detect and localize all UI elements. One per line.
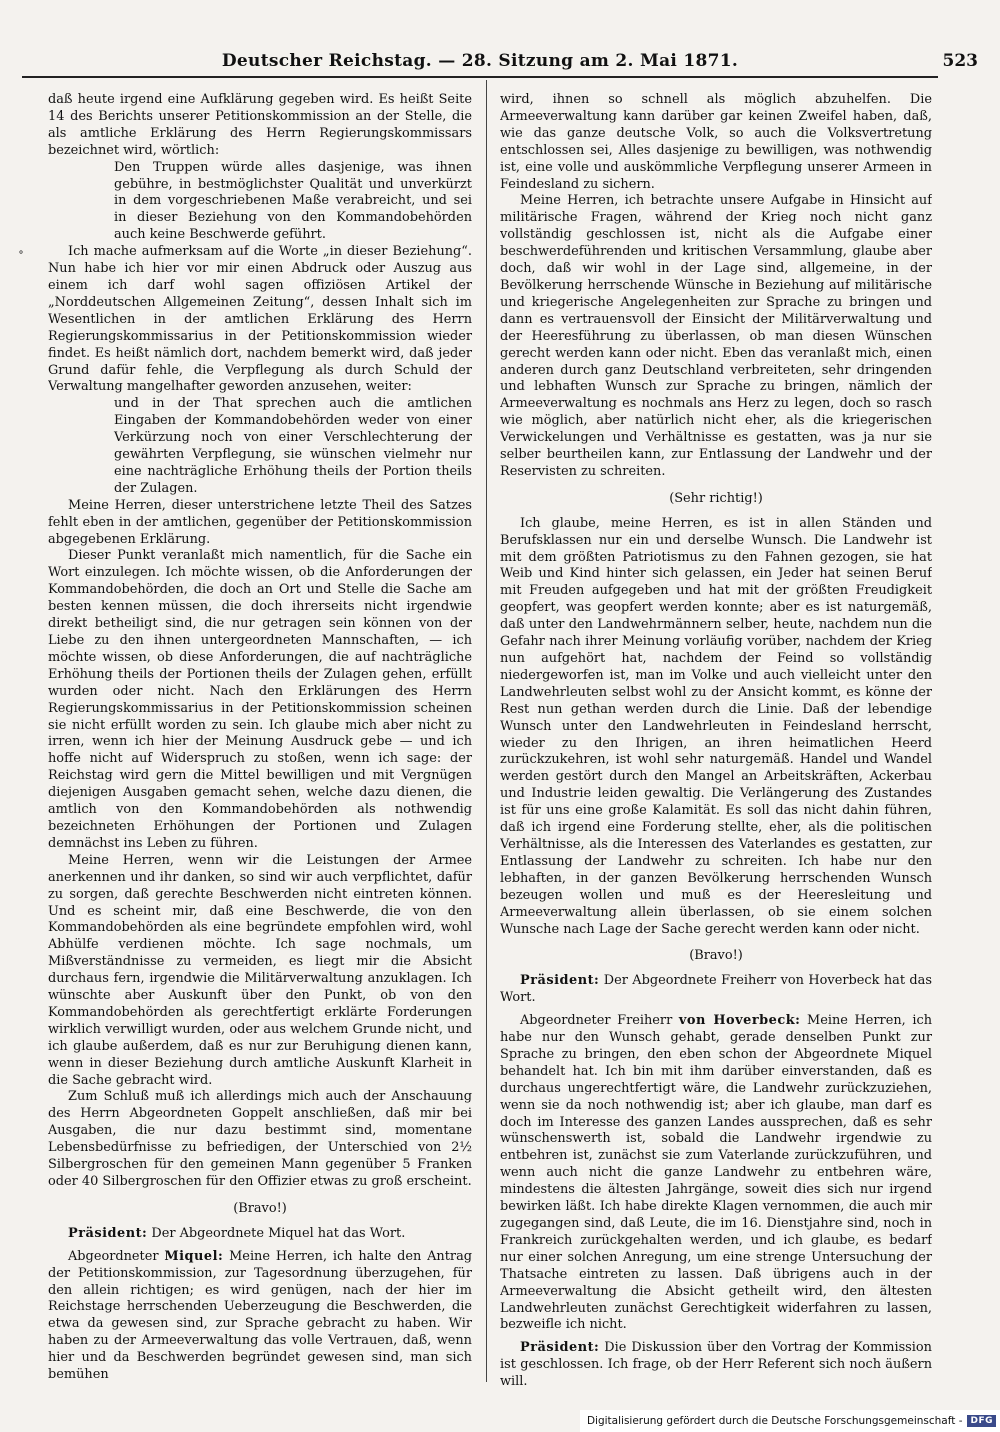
page-header bbox=[22, 50, 978, 78]
running-title: Deutscher Reichstag. — 28. Sitzung am 2. Mai 1871. bbox=[221, 51, 739, 71]
speaker-name: Präsident: bbox=[520, 973, 600, 989]
quoted-passage: Den Truppen würde alles dasjenige, was ihnen gebühre, in bestmöglichster Qualität und unverkürzt in dem vorgeschriebenen Maße verabreicht, und sei in dieser Beziehung von den Kommandobehörden auch keine Beschwerde geführt. bbox=[114, 159, 472, 243]
speech-text: Meine Herren, ich halte den Antrag der Petitionskommission, zur Tagesordnung überzugehen, für den allein richtigen; es wird genügen, nach der hier im Reichstage herrschenden Ueberzeugung die Beschwerden, die etwa da gewesen sind, zur Sprache gebracht zu haben. Wir haben zu der Armeeverwaltung das volle Vertrauen, daß, wenn hier und da Beschwerden begründet gewesen sind, man sich bemühen bbox=[48, 1248, 472, 1383]
speaker-title: Abgeordneter Freiherr bbox=[520, 1013, 679, 1029]
dfg-logo: DFG bbox=[967, 1415, 996, 1427]
page-number: 523 bbox=[942, 51, 978, 71]
speech-text: Die Diskussion über den Vortrag der Kommission ist geschlossen. Ich frage, ob der Herr Referent sich noch äußern will. bbox=[500, 1340, 932, 1390]
speech-paragraph bbox=[500, 973, 932, 1007]
paragraph: Ich mache aufmerksam auf die Worte „in dieser Beziehung“. Nun habe ich hier vor mir einen Abdruck oder Auszug aus einem ich darf wohl sagen offiziösen Artikel der „Norddeutschen Allgemeinen Zeitung“, dessen Inhalt sich im Wesentlichen in der amtlichen Erklärung des Herrn Regierungskommissarius in der Petitionskommission wieder findet. Es heißt nämlich dort, nachdem bemerkt wird, daß jeder Grund dafür fehle, die Verpflegung als durch Schuld der Verwaltung mangelhafter geworden anzusehen, weiter: bbox=[48, 244, 472, 395]
paragraph: Meine Herren, dieser unterstrichene letzte Theil des Satzes fehlt eben in der amtlichen, gegenüber der Petitionskommission abgegebenen Erklärung. bbox=[48, 497, 472, 547]
left-column bbox=[48, 92, 472, 1392]
speech-paragraph bbox=[48, 1226, 472, 1243]
speech-text: Meine Herren, ich habe nur den Wunsch gehabt, gerade denselben Punkt zur Sprache zu bringen, den eben schon der Abgeordnete Miquel behandelt hat. Ich bin mit ihm darüber einverstanden, daß es durchaus ungerechtfertigt wäre, die Landwehr zurückzuziehen, wenn sie da noch nothwendig ist; aber ich glaube, man darf es doch im Interesse des ganzen Landes aussprechen, daß es sehr wünschenswerth ist, sobald die Landwehr irgendwie zu entbehren ist, zunächst sie zum Vaterlande zurückzuführen, und wenn auch nicht die ganze Landwehr zu entbehren wäre, mindestens die ältesten Jahrgänge, soweit dies sich nur irgend bewirken läßt. Ich habe direkte Klagen vernommen, die auch mir zugegangen sind, daß Leute, die im 16. Dienstjahre sind, noch in Frankreich zurückgehalten werden, und ich glaube, es bedarf nur einer solchen Anregung, um eine strenge Untersuchung der Thatsache eintreten zu lassen. Daß übrigens auch in der Armeeverwaltung die Absicht getheilt wird, den ältesten Landwehrleuten zunächst Gerechtigkeit widerfahren zu lassen, bezweifle ich nicht. bbox=[500, 1013, 932, 1333]
paragraph: Meine Herren, wenn wir die Leistungen der Armee anerkennen und ihr danken, so sind wir auch verpflichtet, dafür zu sorgen, daß gerechte Beschwerden nicht eintreten können. Und es scheint mir, daß eine Beschwerde, die von den Kommandobehörden als eine begründete empfohlen wird, wohl Abhülfe verdienen möchte. Ich sage nochmals, um Mißverständnisse zu vermeiden, es liegt mir die Absicht durchaus fern, irgendwie die Militärverwaltung anzuklagen. Ich wünschte aber Auskunft über den Punkt, ob von den Kommandobehörden als gerechtfertigt erklärte Forderungen wirklich verwilligt wurden, oder aus welchem Grunde nicht, und ich glaube außerdem, daß es nur zur Beruhigung dienen kann, wenn in dieser Beziehung durch amtliche Auskunft Klarheit in die Sache gebracht wird. bbox=[48, 852, 472, 1088]
interjection: (Bravo!) bbox=[233, 1200, 287, 1216]
speech-text: Der Abgeordnete Miquel hat das Wort. bbox=[147, 1225, 406, 1241]
speaker-name: von Hoverbeck: bbox=[678, 1013, 801, 1029]
right-column bbox=[500, 92, 932, 1392]
column-divider bbox=[486, 80, 487, 1382]
paragraph: Meine Herren, ich betrachte unsere Aufgabe in Hinsicht auf militärische Fragen, während der Krieg noch nicht ganz vollständig geschlossen ist, nicht als die Aufgabe einer beschwerdeführenden und kritischen Versammlung, glaube aber doch, daß wir wohl in der Lage sind, allgemeine, in der Bevölkerung herrschende Wünsche in Beziehung auf militärische und kriegerische Angelegenheiten zur Sprache zu bringen und dann es vertrauensvoll der Einsicht der Militärverwaltung und der Heeresführung zu überlassen, ob man diesen Wünschen gerecht werden kann oder nicht. Eben das veranlaßt mich, einen anderen durch ganz Deutschland verbreiteten, sehr dringenden und lebhaften Wunsch zur Sprache zu bringen, nämlich der Armeeverwaltung es nochmals ans Herz zu legen, doch so rasch wie möglich, aber natürlich nicht eher, als die kriegerischen Verwickelungen und Verhältnisse es gestatten, was ja nur sie selber beurtheilen kann, zur Entlassung der Landwehr und der Reservisten zu schreiten. bbox=[500, 193, 932, 479]
speech-paragraph bbox=[500, 1340, 932, 1391]
paragraph: Dieser Punkt veranlaßt mich namentlich, für die Sache ein Wort einzulegen. Ich möchte wissen, ob die Anforderungen der Kommandobehörden, die doch an Ort und Stelle die Sache am besten kennen müssen, die doch ihrerseits nicht irgendwie direkt betheiligt sind, die nur getragen sein können von der Liebe zu den ihnen untergeordneten Mannschaften, — ich möchte wissen, ob diese Anforderungen, die auf nachträgliche Erhöhung theils der Portionen theils der Zulagen gehen, erfüllt wurden oder nicht. Nach den Erklärungen des Herrn Regierungskommissarius in der Petitionskommission scheinen sie nicht erfüllt worden zu sein. Ich glaube mich aber nicht zu irren, wenn ich hier der Meinung Ausdruck gebe — und ich hoffe nicht auf Widerspruch zu stoßen, wenn ich sage: der Reichstag wird gern die Mittel bewilligen und mit Vergnügen diejenigen Ausgaben gemacht sehen, welche dazu dienen, die amtlich von den Kommandobehörden als nothwendig bezeichneten Erhöhungen der Portionen und Zulagen demnächst ins Leben zu führen. bbox=[48, 548, 472, 851]
interjection: (Sehr richtig!) bbox=[669, 490, 763, 506]
footer-credit bbox=[580, 1410, 1000, 1432]
paragraph: daß heute irgend eine Aufklärung gegeben wird. Es heißt Seite 14 des Berichts unserer Petitionskommission an der Stelle, die als amtliche Erklärung des Herrn Regierungskommissars bezeichnet wird, wörtlich: bbox=[48, 92, 472, 158]
interjection: (Bravo!) bbox=[689, 948, 743, 964]
speech-paragraph bbox=[500, 1013, 932, 1334]
speaker-title: Abgeordneter bbox=[68, 1248, 165, 1264]
speaker-name: Präsident: bbox=[520, 1340, 600, 1356]
paragraph: Ich glaube, meine Herren, es ist in allen Ständen und Berufsklassen nur ein und derselbe Wunsch. Die Landwehr ist mit dem größten Patriotismus zu den Fahnen gezogen, sie hat Weib und Kind hinter sich gelassen, ein Jeder hat seinen Beruf mit Freuden aufgegeben und hat mit der größten Freudigkeit geopfert, was geopfert werden konnte; aber es ist naturgemäß, daß unter den Landwehrmännern selber, heute, nachdem nun die Gefahr nach ihrer Meinung vorläufig vorüber, nachdem der Krieg nun aufgehört hat, nachdem der Feind so vollständig niedergeworfen ist, man im Volke und auch vielleicht unter den Landwehrleuten selbst wohl zu der Ansicht kommt, es könne der Rest nun gethan werden durch die Linie. Daß der lebendige Wunsch unter den Landwehrleuten in Feindesland herrscht, wieder zu den Ihrigen, an ihren heimatlichen Heerd zurückzukehren, ist wohl sehr naturgemäß. Handel und Wandel werden gestört durch den Mangel an Arbeitskräften, Ackerbau und Industrie leiden gewaltig. Die Verlängerung des Zustandes ist für uns eine große Kalamität. Es soll das nicht dahin führen, daß ich irgend eine Forderung stellte, eher, als die politischen Verhältnisse, als die Interessen des Vaterlandes es gestatten, zur Entlassung der Landwehr zu schreiten. Ich habe nur den lebhaften, in der ganzen Bevölkerung herrschenden Wunsch bezeugen wollen und muß es der Heeresleitung und Armeeverwaltung allein überlassen, ob sie einem solchen Wunsche nach Lage der Sache gerecht werden kann oder nicht. bbox=[500, 515, 932, 937]
speech-paragraph bbox=[48, 1249, 472, 1384]
quoted-passage: und in der That sprechen auch die amtlichen Eingaben der Kommandobehörden weder von einer Verkürzung noch von einer Verschlechterung der gewährten Verpflegung, sie wünschen vielmehr nur eine nachträgliche Erhöhung theils der Portion theils der Zulagen. bbox=[114, 396, 472, 496]
speech-text: Der Abgeordnete Freiherr von Hoverbeck hat das Wort. bbox=[500, 973, 932, 1006]
speaker-name: Präsident: bbox=[68, 1225, 148, 1241]
footer-text: Digitalisierung gefördert durch die Deutsche Forschungsgemeinschaft - bbox=[586, 1415, 963, 1427]
paragraph: Zum Schluß muß ich allerdings mich auch der Anschauung des Herrn Abgeordneten Goppelt anschließen, daß mir bei Ausgaben, die nur dazu bestimmt sind, momentane Lebensbedürfnisse zu befriedigen, der Unterschied von 2½ Silbergroschen für den gemeinen Mann gegenüber 5 Franken oder 40 Silbergroschen für den Offizier etwas zu groß erscheint. bbox=[48, 1089, 472, 1189]
paragraph: wird, ihnen so schnell als möglich abzuhelfen. Die Armeeverwaltung kann darüber gar keinen Zweifel haben, daß, wie das ganze deutsche Volk, so auch die Volksvertretung entschlossen sei, Alles dasjenige zu bewilligen, was nothwendig ist, eine volle und auskömmliche Verpflegung unserer Armeen in Feindesland zu sichern. bbox=[500, 92, 932, 192]
margin-mark: ˚ bbox=[18, 250, 24, 264]
speaker-name: Miquel: bbox=[164, 1248, 224, 1264]
